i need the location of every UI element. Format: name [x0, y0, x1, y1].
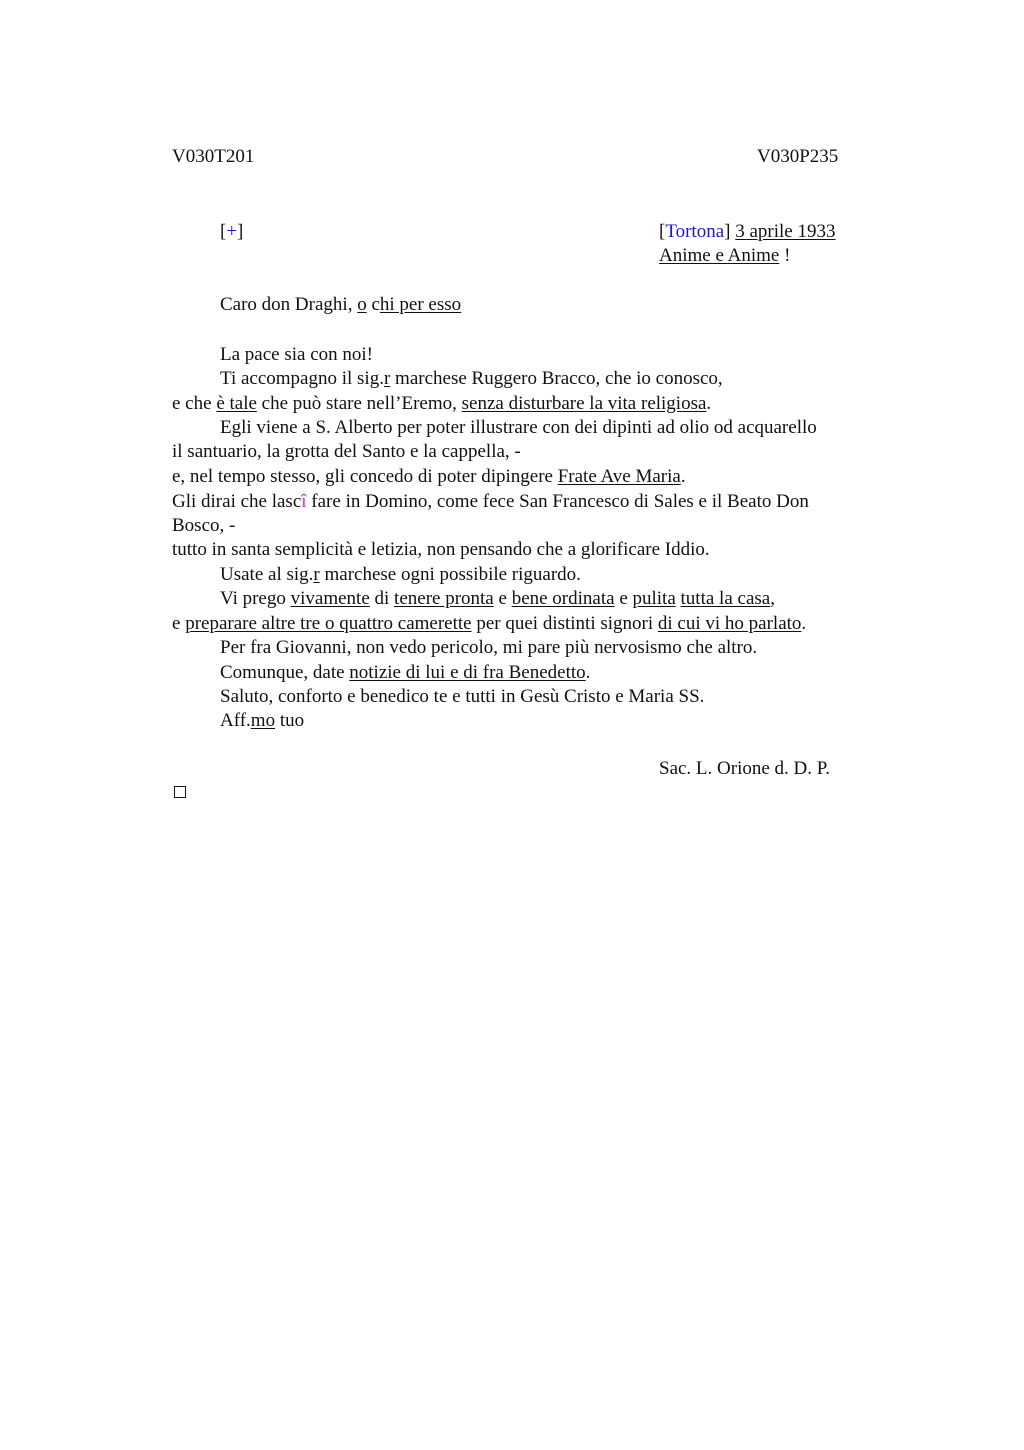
underlined-text: è tale: [216, 393, 257, 414]
text-segment: Aff.: [220, 710, 251, 731]
motto: [659, 245, 790, 267]
letter-line: [220, 563, 581, 587]
document-code-left: V030T201: [172, 146, 255, 167]
text-segment: il santuario, la grotta del Santo e la cappella, -: [172, 441, 521, 462]
text-segment: e: [172, 613, 186, 634]
underlined-text: senza disturbare la vita religiosa: [461, 393, 707, 414]
letter-line: [172, 538, 710, 562]
underlined-text: tenere pronta: [394, 588, 494, 609]
text-segment: Egli viene a S. Alberto per poter illustrare con dei dipinti ad olio od acquarello: [220, 417, 817, 438]
letter-line: [220, 587, 775, 611]
text-segment: fare in Domino, come fece San Francesco di Sales e il Beato Don: [306, 491, 809, 512]
underlined-text: mo: [250, 710, 276, 731]
bracket-open: [: [659, 221, 666, 242]
page-code-right: V030P235: [757, 146, 839, 167]
text-segment: tutto in santa semplicità e letizia, non pensando che a glorificare Iddio.: [172, 539, 710, 560]
salutation-alt: hi per esso: [379, 294, 462, 315]
text-segment: e: [493, 588, 512, 609]
cross-icon: +: [226, 221, 238, 242]
letter-line: [220, 709, 304, 733]
text-segment: La pace sia con noi!: [220, 344, 373, 365]
underlined-text: r: [383, 368, 391, 389]
text-segment: Per fra Giovanni, non vedo pericolo, mi pare più nervosismo che altro.: [220, 637, 758, 658]
text-segment: .: [585, 662, 591, 683]
text-segment: ,: [770, 588, 775, 609]
motto-tail: !: [779, 245, 791, 266]
underlined-text: Frate Ave Maria: [557, 466, 681, 487]
letter-line: [220, 343, 373, 367]
text-segment: Saluto, conforto e benedico te e tutti in Gesù Cristo e Maria SS.: [220, 686, 705, 707]
letter-line: [172, 440, 521, 464]
bracket-open: [: [220, 221, 227, 242]
letter-line: [220, 661, 590, 685]
text-segment: .: [680, 466, 686, 487]
text-segment: che può stare nell’Eremo,: [256, 393, 462, 414]
text-segment: Bosco, -: [172, 515, 236, 536]
text-segment: e che: [172, 393, 217, 414]
text-segment: e, nel tempo stesso, gli concedo di poter dipingere: [172, 466, 558, 487]
text-segment: î: [301, 491, 307, 512]
salutation-or: o: [357, 294, 367, 315]
underlined-text: bene ordinata: [511, 588, 615, 609]
underlined-text: preparare altre tre o quattro camerette: [185, 613, 472, 634]
letter-line: [172, 514, 235, 538]
underlined-text: vivamente: [290, 588, 370, 609]
bracket-close: ]: [724, 221, 731, 242]
motto-text: Anime e Anime: [659, 245, 780, 266]
underlined-text: di cui vi ho parlato: [657, 613, 802, 634]
letter-line: [220, 636, 757, 660]
text-segment: Comunque, date: [220, 662, 350, 683]
text-segment: e: [614, 588, 633, 609]
text-segment: marchese ogni possibile riguardo.: [319, 564, 581, 585]
letter-line: [220, 367, 723, 391]
place-name: Tortona: [665, 221, 725, 242]
letter-line: [172, 490, 809, 514]
text-segment: Gli dirai che lasc: [172, 491, 302, 512]
underlined-text: notizie di lui e di fra Benedetto: [349, 662, 586, 683]
letter-date: 3 aprile 1933: [735, 221, 836, 242]
text-segment: di: [369, 588, 395, 609]
bracket-close: ]: [237, 221, 244, 242]
underlined-text: tutta la casa: [680, 588, 771, 609]
cross-marker: [220, 221, 243, 243]
end-box-icon: [174, 786, 186, 798]
letter-line: [220, 685, 704, 709]
text-segment: per quei distinti signori: [471, 613, 658, 634]
text-segment: .: [706, 393, 712, 414]
place-date: [659, 221, 836, 243]
salutation-name: Caro don Draghi,: [220, 294, 358, 315]
salutation-c: c: [366, 294, 380, 315]
text-segment: Usate al sig.: [220, 564, 314, 585]
letter-line: [172, 392, 711, 416]
text-segment: .: [801, 613, 807, 634]
text-segment: Ti accompagno il sig.: [220, 368, 384, 389]
underlined-text: r: [313, 564, 320, 585]
text-segment: marchese Ruggero Bracco, che io conosco,: [390, 368, 723, 389]
letter-line: [172, 612, 806, 636]
text-segment: tuo: [275, 710, 305, 731]
salutation: [220, 294, 461, 316]
text-segment: Vi prego: [220, 588, 291, 609]
letter-line: [220, 416, 817, 440]
underlined-text: pulita: [632, 588, 676, 609]
signature: Sac. L. Orione d. D. P.: [659, 758, 830, 779]
letter-line: [172, 465, 686, 489]
